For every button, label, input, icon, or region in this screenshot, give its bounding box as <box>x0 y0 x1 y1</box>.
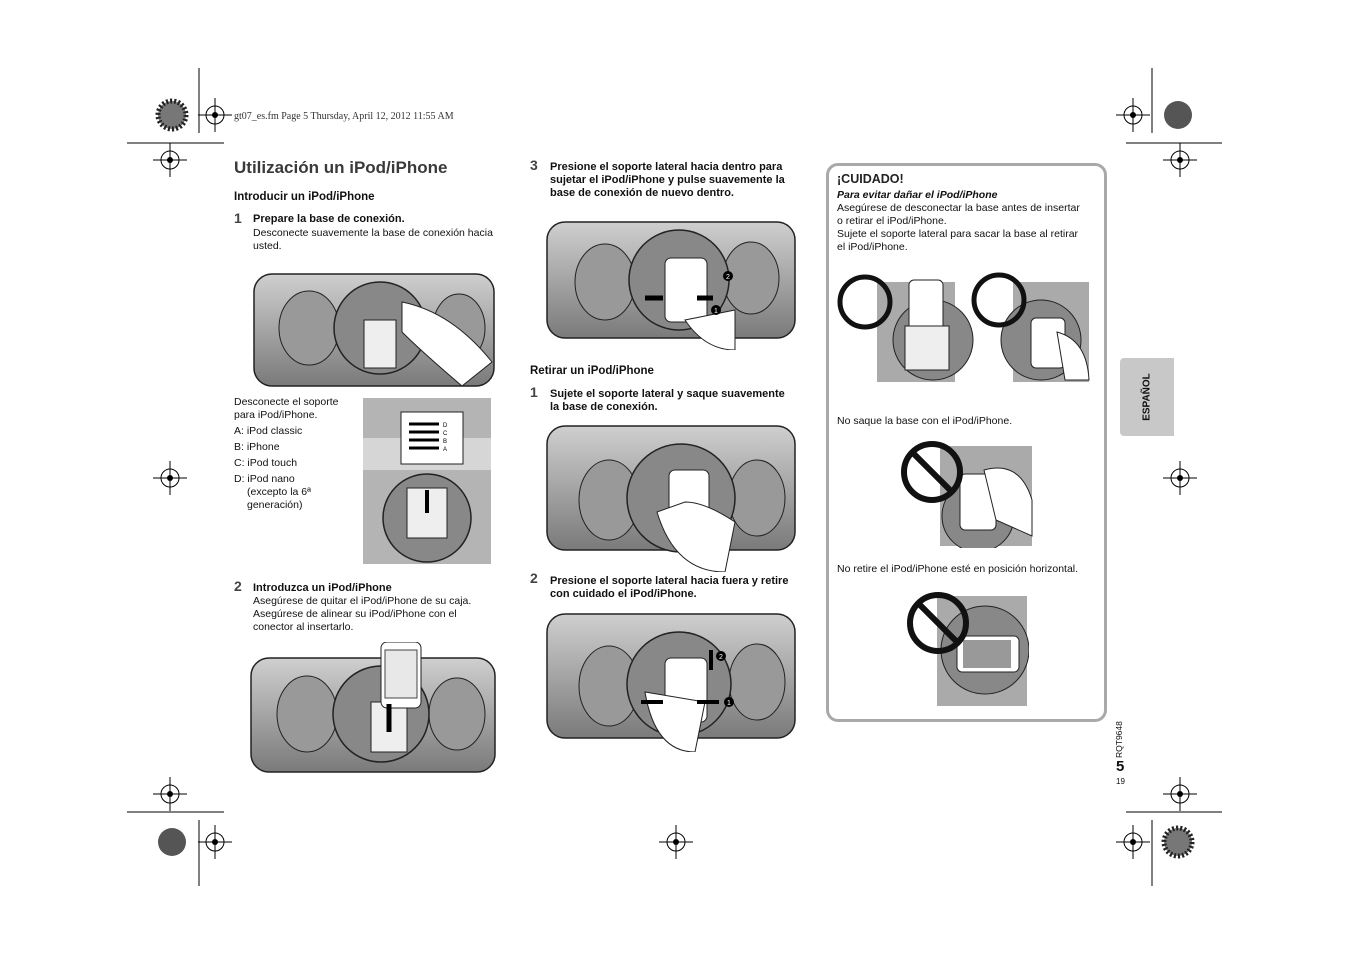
step-title: Prepare la base de conexión. <box>253 213 405 225</box>
step-title: Introduzca un iPod/iPhone <box>253 582 392 594</box>
step-number: 3 <box>530 157 538 173</box>
step-text: sujetar el iPod/iPhone y pulse suavemente la <box>550 174 785 186</box>
wrong-horizontal-illustration <box>905 590 1029 708</box>
pull-base-illustration <box>545 422 797 572</box>
adapter-letter: B <box>443 439 448 445</box>
adapter-letter: C <box>443 431 448 437</box>
step-text: base de conexión de nuevo dentro. <box>550 187 734 199</box>
caution-text: el iPod/iPhone. <box>837 241 908 253</box>
caution-text: Asegúrese de desconectar la base antes de insertar <box>837 202 1080 214</box>
step-number: 1 <box>530 384 538 400</box>
step-text: conector al insertarlo. <box>253 621 354 633</box>
step-text: con cuidado el iPod/iPhone. <box>550 588 697 600</box>
press-side-holder-illustration <box>545 210 797 350</box>
step-text: Presione el soporte lateral hacia dentro para <box>550 161 783 173</box>
step-text: usted. <box>253 240 282 252</box>
svg-text:2: 2 <box>719 654 723 661</box>
adapter-item: A: iPod classic <box>234 425 303 437</box>
section-title: Utilización un iPod/iPhone <box>234 158 448 177</box>
sub-page-number: 19 <box>1116 777 1125 786</box>
note-text: para iPod/iPhone. <box>234 409 318 421</box>
caution-note: No saque la base con el iPod/iPhone. <box>837 415 1013 427</box>
note-text: Desconecte el soporte <box>234 396 339 408</box>
svg-text:2: 2 <box>726 274 730 281</box>
step-text: Asegúrese de quitar el iPod/iPhone de su caja. <box>253 595 472 607</box>
file-info-header: gt07_es.fm Page 5 Thursday, April 12, 2012 11:55 AM <box>234 111 454 122</box>
step-text: Sujete el soporte lateral y saque suavemente <box>550 388 785 400</box>
adapter-item: generación) <box>247 499 303 511</box>
adapter-item: C: iPod touch <box>234 457 298 469</box>
remove-heading: Retirar un iPod/iPhone <box>530 365 654 377</box>
wrong-pull-illustration <box>900 440 1034 548</box>
step-number: 1 <box>234 210 242 226</box>
language-tab <box>1120 358 1174 436</box>
step-number: 2 <box>530 570 538 586</box>
adapter-item: (excepto la 6ª <box>247 486 312 498</box>
caution-subtitle: Para evitar dañar el iPod/iPhone <box>837 189 998 201</box>
dock-illustration <box>252 262 496 388</box>
step-text: Asegúrese de alinear su iPod/iPhone con el <box>253 608 457 620</box>
adapter-item: B: iPhone <box>234 441 280 453</box>
adapter-letter: A <box>443 447 448 453</box>
remove-iphone-illustration <box>545 612 797 752</box>
adapter-item: D: iPod nano <box>234 473 295 485</box>
page-number: 5 <box>1116 758 1125 775</box>
caution-title: ¡CUIDADO! <box>837 172 904 186</box>
step-text: la base de conexión. <box>550 401 658 413</box>
adapter-illustration <box>363 398 491 564</box>
svg-text:1: 1 <box>727 700 731 707</box>
svg-text:1: 1 <box>714 308 718 315</box>
caution-text: o retirar el iPod/iPhone. <box>837 215 947 227</box>
insert-heading: Introducir un iPod/iPhone <box>234 191 375 203</box>
document-code: RQT9648 <box>1114 721 1124 758</box>
step-text: Presione el soporte lateral hacia fuera y retire <box>550 575 789 587</box>
step-number: 2 <box>234 578 242 594</box>
adapter-letter: D <box>443 423 448 429</box>
caution-text: Sujete el soporte lateral para sacar la base al retirar <box>837 228 1079 240</box>
caution-note: No retire el iPod/iPhone esté en posición horizontal. <box>837 563 1079 575</box>
insert-iphone-illustration <box>249 642 497 774</box>
step-text: Desconecte suavemente la base de conexión hacia <box>253 227 493 239</box>
language-tab-label: ESPAÑOL <box>1141 373 1153 421</box>
correct-handling-illustrations <box>837 270 1093 384</box>
